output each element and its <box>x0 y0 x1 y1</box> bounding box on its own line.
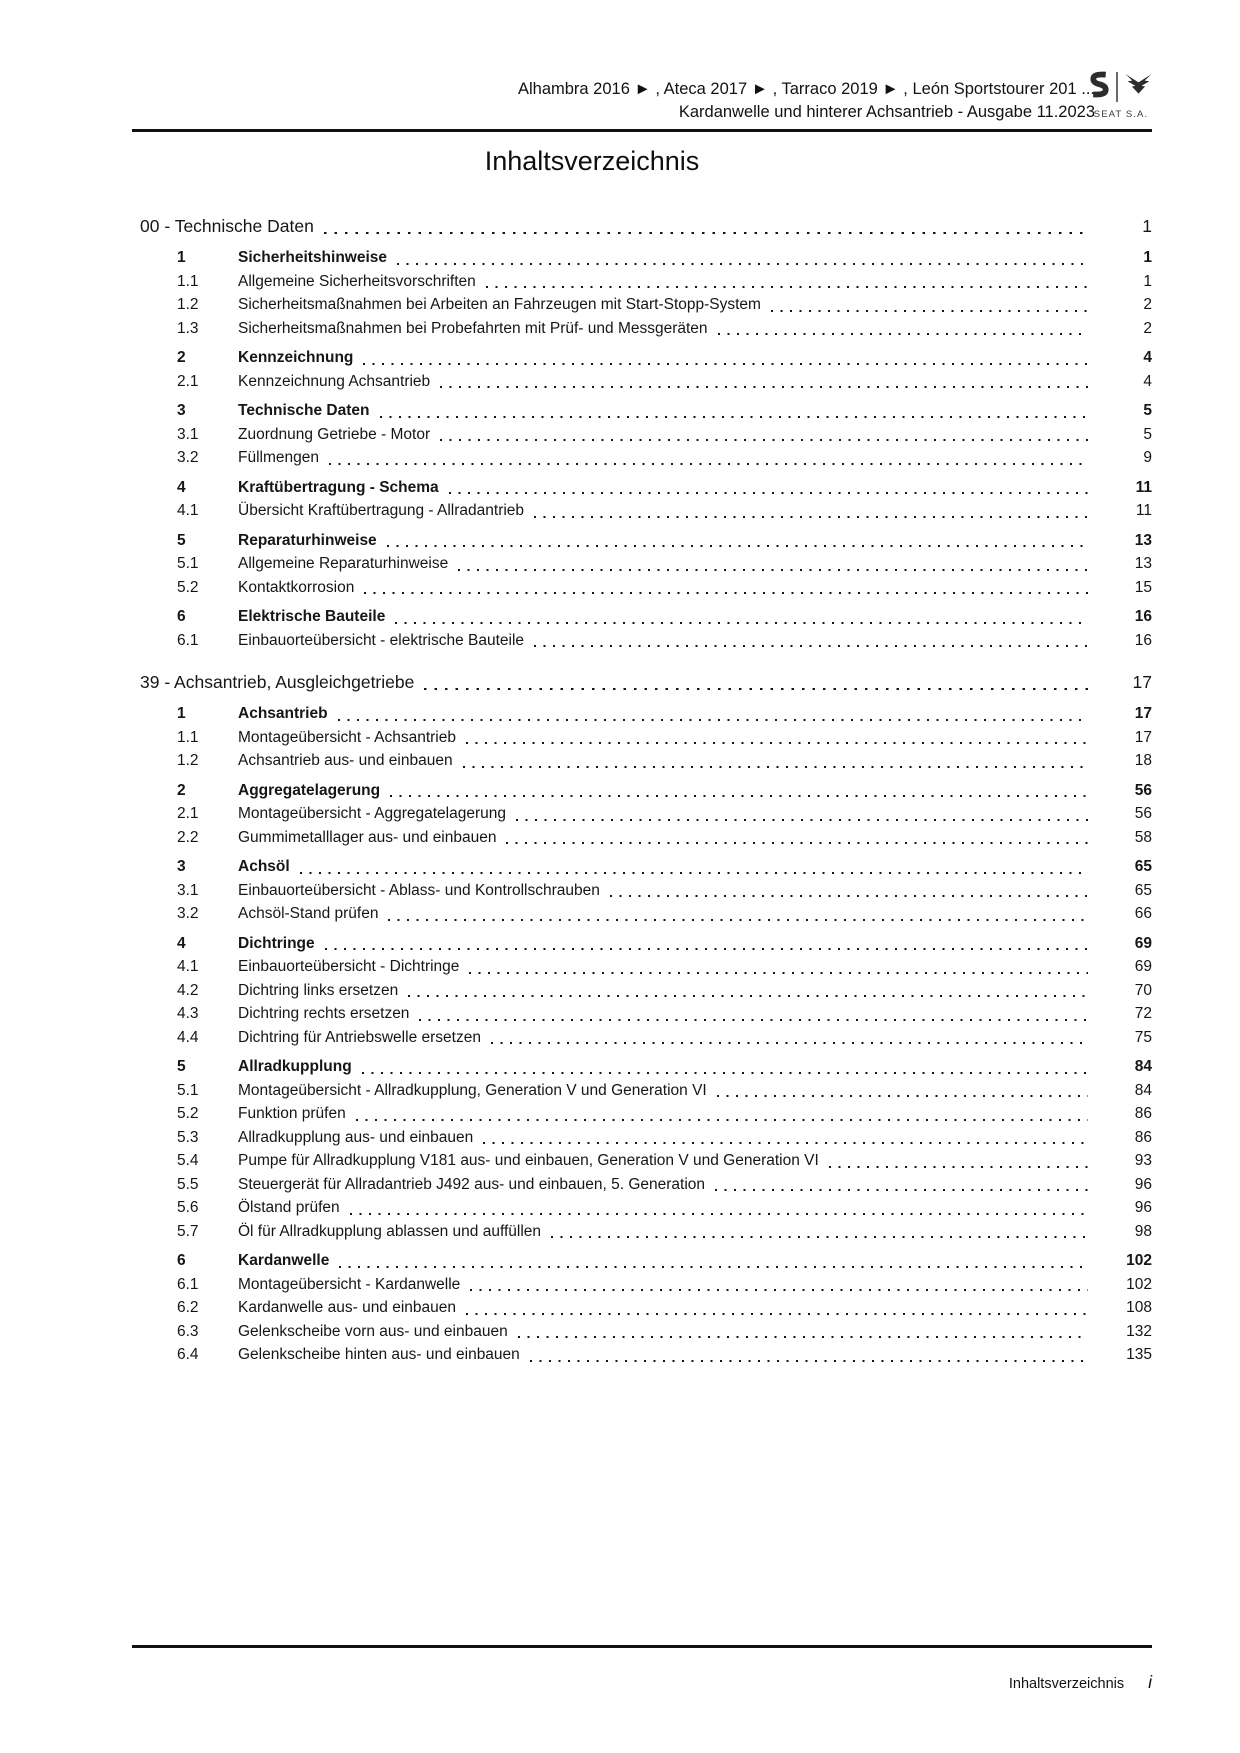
toc-section-title: Einbauorteübersicht - Ablass- und Kontrollschrauben <box>238 881 600 899</box>
toc-section-number: 6.4 <box>177 1346 199 1363</box>
toc-section-page: 13 <box>1134 531 1152 549</box>
toc-section-page: 84 <box>1134 1081 1152 1099</box>
toc-section-title: Dichtring links ersetzen <box>238 981 399 999</box>
toc-section-row[interactable] <box>177 1079 1152 1103</box>
toc-section-number: 6.1 <box>177 631 199 649</box>
toc-section-number: 1.2 <box>177 296 199 313</box>
toc-section-row[interactable] <box>177 855 1152 879</box>
toc-section-row[interactable] <box>177 629 1152 653</box>
dot-leader <box>350 1213 1088 1215</box>
toc-section-row[interactable] <box>177 529 1152 553</box>
toc-section-title: Dichtring rechts ersetzen <box>238 1005 410 1022</box>
toc-section-title: Achsöl-Stand prüfen <box>238 905 379 922</box>
header-subtitle-line: Kardanwelle und hinterer Achsantrieb - Ausgabe 11.2023 <box>678 103 1095 121</box>
toc-section-row[interactable] <box>177 270 1152 294</box>
toc-section-page: 66 <box>1134 905 1152 922</box>
toc-section-row[interactable] <box>177 802 1152 826</box>
toc-section-page: 1 <box>1143 272 1152 290</box>
toc-section-page: 17 <box>1134 705 1152 722</box>
toc-section-row[interactable] <box>177 476 1152 500</box>
dot-leader <box>325 948 1088 950</box>
toc-section-number: 3.2 <box>177 905 199 922</box>
dot-leader <box>408 995 1088 997</box>
logo-caption: SEAT S.A. <box>1093 109 1149 120</box>
toc-section-page: 65 <box>1134 858 1152 875</box>
toc-section-row[interactable] <box>177 749 1152 773</box>
dot-leader <box>440 386 1088 388</box>
toc-section-page: 70 <box>1134 981 1152 999</box>
toc-section-title: Dichtring für Antriebswelle ersetzen <box>238 1028 481 1046</box>
toc-section-row[interactable] <box>177 1249 1152 1273</box>
toc-section-number: 4.2 <box>177 981 199 999</box>
toc-section-number: 5.1 <box>177 1081 199 1099</box>
toc-section-page: 132 <box>1126 1322 1152 1340</box>
toc-section-page: 5 <box>1143 402 1152 419</box>
toc-section-number: 5.7 <box>177 1222 199 1240</box>
toc-section-title: Dichtringe <box>238 934 315 952</box>
toc-section-row[interactable] <box>177 902 1152 926</box>
toc-section-number: 5 <box>177 1058 186 1075</box>
dot-leader <box>395 622 1088 624</box>
dot-leader <box>516 819 1088 821</box>
toc-section-page: 1 <box>1143 249 1152 266</box>
toc-section-page: 2 <box>1143 296 1152 313</box>
toc-section-title: Elektrische Bauteile <box>238 608 386 625</box>
toc-section-number: 3.1 <box>177 881 199 899</box>
toc-chapter-row[interactable] <box>132 213 1152 240</box>
dot-leader <box>534 645 1088 647</box>
toc-section-number: 1.1 <box>177 272 199 290</box>
dot-leader <box>380 416 1088 418</box>
toc-section-row[interactable] <box>177 346 1152 370</box>
toc-section-page: 16 <box>1134 608 1152 625</box>
toc-section-row[interactable] <box>177 1026 1152 1050</box>
toc-section-page: 93 <box>1134 1152 1152 1169</box>
toc-section-page: 11 <box>1135 502 1152 519</box>
toc-section-title: Gummimetalllager aus- und einbauen <box>238 828 497 846</box>
toc-section-title: Sicherheitsmaßnahmen bei Arbeiten an Fahrzeugen mit Start-Stopp-System <box>238 296 761 313</box>
dot-leader <box>530 1360 1088 1362</box>
toc-section-number: 4 <box>177 934 186 952</box>
toc-section-title: Öl für Allradkupplung ablassen und auffüllen <box>238 1222 542 1240</box>
toc-section-number: 2 <box>177 349 186 366</box>
toc-section-title: Kraftübertragung - Schema <box>238 478 439 496</box>
page-title: Inhaltsverzeichnis <box>484 146 700 176</box>
toc-section-number: 2 <box>177 781 186 799</box>
toc-section-page: 18 <box>1134 752 1152 769</box>
toc-section-page: 69 <box>1134 934 1152 952</box>
dot-leader <box>715 1189 1088 1191</box>
toc-section-title: Allgemeine Sicherheitsvorschriften <box>238 272 476 290</box>
toc-section-row[interactable] <box>177 552 1152 576</box>
toc-section-row[interactable] <box>177 317 1152 341</box>
dot-leader <box>491 1042 1088 1044</box>
toc-section-title: Sicherheitsmaßnahmen bei Probefahrten mit Prüf- und Messgeräten <box>238 319 708 337</box>
toc-section-row[interactable] <box>177 726 1152 750</box>
dot-leader <box>390 795 1088 797</box>
toc-section-page: 9 <box>1143 449 1152 466</box>
toc-section-title: Allradkupplung <box>238 1058 352 1075</box>
dot-leader <box>463 766 1088 768</box>
toc-section-page: 72 <box>1134 1005 1152 1022</box>
dot-leader <box>419 1019 1088 1021</box>
toc-section-page: 4 <box>1143 372 1152 390</box>
toc-section-row[interactable] <box>177 423 1152 447</box>
toc-chapter-page: 17 <box>1132 672 1152 692</box>
toc-chapter-label: 00 - Technische Daten <box>140 216 314 236</box>
toc-section-row[interactable] <box>177 702 1152 726</box>
toc-section-title: Montageübersicht - Aggregatelagerung <box>238 805 506 822</box>
toc-section-page: 102 <box>1126 1275 1152 1293</box>
toc-section-row[interactable] <box>177 879 1152 903</box>
toc-chapter-sections <box>177 246 1152 652</box>
dot-leader <box>362 1072 1088 1074</box>
toc-section-title: Einbauorteübersicht - Dichtringe <box>238 958 460 975</box>
toc-section-number: 3 <box>177 402 186 419</box>
toc-chapter-sections <box>177 702 1152 1367</box>
toc-section-title: Ölstand prüfen <box>238 1199 340 1216</box>
toc-section-number: 2.1 <box>177 372 199 390</box>
toc-section-row[interactable] <box>177 1149 1152 1173</box>
dot-leader <box>610 895 1088 897</box>
dot-leader <box>771 310 1088 312</box>
toc-section-row[interactable] <box>177 499 1152 523</box>
toc-section-number: 1.2 <box>177 752 199 769</box>
dot-leader <box>356 1119 1088 1121</box>
page-footer <box>132 1672 1152 1693</box>
toc-section-number: 4 <box>177 478 186 496</box>
toc-section-row[interactable] <box>177 1220 1152 1244</box>
toc-section-row[interactable] <box>177 1296 1152 1320</box>
toc-section-page: 4 <box>1143 349 1152 366</box>
seat-sa-logo <box>1082 70 1160 120</box>
toc-section-number: 5.1 <box>177 555 199 572</box>
dot-leader <box>486 286 1088 288</box>
toc-section-page: 75 <box>1134 1028 1152 1046</box>
toc-section-number: 6.3 <box>177 1322 199 1340</box>
toc-section-title: Steuergerät für Allradantrieb J492 aus- und einbauen, 5. Generation <box>238 1175 706 1193</box>
toc-section-number: 5 <box>177 531 186 549</box>
toc-section-page: 58 <box>1134 828 1152 846</box>
dot-leader <box>718 333 1088 335</box>
toc-section-number: 3.1 <box>177 425 199 443</box>
toc-section-row[interactable] <box>177 979 1152 1003</box>
toc-section-title: Kennzeichnung Achsantrieb <box>238 372 431 390</box>
toc-section-number: 1.3 <box>177 319 199 337</box>
toc-section-title: Kardanwelle <box>238 1252 330 1269</box>
toc-section-title: Sicherheitshinweise <box>238 249 388 266</box>
toc-section-row[interactable] <box>177 605 1152 629</box>
toc-section-page: 16 <box>1134 631 1152 649</box>
toc-section-title: Füllmengen <box>238 449 319 466</box>
page-header <box>132 78 1095 124</box>
dot-leader <box>388 919 1088 921</box>
toc-section-title: Kennzeichnung <box>238 349 354 366</box>
toc-section-number: 2.2 <box>177 828 199 846</box>
toc-section-number: 1 <box>177 705 186 722</box>
toc-section-number: 6 <box>177 608 186 625</box>
toc-section-number: 6 <box>177 1252 186 1269</box>
toc-section-row[interactable] <box>177 293 1152 317</box>
toc-section-title: Gelenkscheibe hinten aus- und einbauen <box>238 1346 520 1363</box>
toc-section-page: 86 <box>1134 1105 1152 1122</box>
toc-section-number: 4.4 <box>177 1028 199 1046</box>
toc-section-title: Achsantrieb aus- und einbauen <box>238 752 453 769</box>
toc-section-page: 2 <box>1143 319 1152 337</box>
toc-section-row[interactable] <box>177 1320 1152 1344</box>
header-models-line: Alhambra 2016 ► , Ateca 2017 ► , Tarraco 2019 ► , León Sportstourer 201 ... <box>517 80 1095 98</box>
toc-section-page: 96 <box>1134 1175 1152 1193</box>
toc-chapter <box>132 213 1152 652</box>
dot-leader <box>424 688 1088 691</box>
toc-section-page: 69 <box>1134 958 1152 975</box>
toc-section-page: 56 <box>1134 805 1152 822</box>
toc-section-page: 135 <box>1126 1346 1152 1363</box>
dot-leader <box>329 463 1088 465</box>
dot-leader <box>829 1166 1088 1168</box>
toc-section-number: 2.1 <box>177 805 199 822</box>
toc-section-number: 4.1 <box>177 502 199 519</box>
toc-section-number: 5.6 <box>177 1199 199 1216</box>
toc-section-number: 6.1 <box>177 1275 199 1293</box>
toc-section-row[interactable] <box>177 446 1152 470</box>
toc-section-title: Pumpe für Allradkupplung V181 aus- und einbauen, Generation V und Generation VI <box>238 1152 819 1169</box>
toc-section-page: 17 <box>1134 728 1152 746</box>
toc-section-page: 96 <box>1134 1199 1152 1216</box>
dot-leader <box>483 1142 1088 1144</box>
toc-section-row[interactable] <box>177 1273 1152 1297</box>
table-of-contents <box>132 213 1152 1367</box>
toc-section-title: Technische Daten <box>238 402 370 419</box>
toc-section-page: 13 <box>1134 555 1152 572</box>
toc-section-title: Aggregatelagerung <box>238 781 381 799</box>
toc-section-row[interactable] <box>177 826 1152 850</box>
dot-leader <box>717 1095 1088 1097</box>
footer-label: Inhaltsverzeichnis <box>1008 1676 1125 1692</box>
dot-leader <box>440 439 1088 441</box>
toc-section-title: Gelenkscheibe vorn aus- und einbauen <box>238 1322 508 1340</box>
header-rule <box>132 129 1152 132</box>
toc-section-page: 102 <box>1126 1252 1152 1269</box>
toc-section-page: 11 <box>1135 478 1152 496</box>
toc-section-number: 3 <box>177 858 186 875</box>
toc-section-number: 5.5 <box>177 1175 199 1193</box>
cupra-icon <box>1123 73 1154 101</box>
toc-section-title: Einbauorteübersicht - elektrische Bauteile <box>238 631 525 649</box>
toc-section-page: 108 <box>1126 1299 1152 1316</box>
toc-section-title: Reparaturhinweise <box>238 531 377 549</box>
dot-leader <box>324 232 1088 235</box>
toc-section-number: 3.2 <box>177 449 199 466</box>
dot-leader <box>387 545 1088 547</box>
toc-chapter-label: 39 - Achsantrieb, Ausgleichgetriebe <box>140 672 415 692</box>
toc-section-row[interactable] <box>177 779 1152 803</box>
dot-leader <box>466 1313 1088 1315</box>
toc-section-number: 4.1 <box>177 958 199 975</box>
toc-section-title: Achsantrieb <box>238 705 328 722</box>
toc-section-number: 5.4 <box>177 1152 199 1169</box>
logo-marks <box>1082 70 1160 104</box>
toc-section-title: Montageübersicht - Allradkupplung, Generation V und Generation VI <box>238 1081 707 1099</box>
dot-leader <box>469 972 1088 974</box>
toc-section-number: 5.3 <box>177 1128 199 1146</box>
toc-section-page: 84 <box>1134 1058 1152 1075</box>
toc-section-row[interactable] <box>177 1343 1152 1367</box>
toc-section-title: Allradkupplung aus- und einbauen <box>238 1128 474 1146</box>
dot-leader <box>470 1289 1088 1291</box>
dot-leader <box>300 872 1088 874</box>
dot-leader <box>458 569 1088 571</box>
toc-section-title: Funktion prüfen <box>238 1105 346 1122</box>
toc-section-number: 6.2 <box>177 1299 199 1316</box>
toc-section-title: Montageübersicht - Achsantrieb <box>238 728 456 746</box>
toc-section-title: Kardanwelle aus- und einbauen <box>238 1299 457 1316</box>
toc-section-page: 15 <box>1134 578 1152 596</box>
dot-leader <box>449 492 1088 494</box>
toc-section-page: 5 <box>1143 425 1152 443</box>
toc-section-row[interactable] <box>177 1196 1152 1220</box>
toc-section-row[interactable] <box>177 955 1152 979</box>
dot-leader <box>338 719 1088 721</box>
toc-section-number: 4.3 <box>177 1005 199 1022</box>
toc-section-page: 98 <box>1134 1222 1152 1240</box>
toc-section-number: 5.2 <box>177 578 199 596</box>
toc-section-row[interactable] <box>177 399 1152 423</box>
dot-leader <box>551 1236 1088 1238</box>
toc-section-page: 65 <box>1134 881 1152 899</box>
toc-section-number: 1.1 <box>177 728 199 746</box>
toc-section-row[interactable] <box>177 1002 1152 1026</box>
dot-leader <box>339 1266 1088 1268</box>
toc-section-title: Übersicht Kraftübertragung - Allradantrieb <box>238 502 525 519</box>
dot-leader <box>364 592 1088 594</box>
toc-section-number: 1 <box>177 249 186 266</box>
footer-page-number: i <box>1148 1672 1152 1692</box>
toc-section-title: Kontaktkorrosion <box>238 578 355 596</box>
toc-section-title: Zuordnung Getriebe - Motor <box>238 425 431 443</box>
seat-s-icon <box>1088 71 1111 103</box>
toc-section-row[interactable] <box>177 576 1152 600</box>
toc-section-row[interactable] <box>177 932 1152 956</box>
toc-section-title: Allgemeine Reparaturhinweise <box>238 555 449 572</box>
toc-section-row[interactable] <box>177 246 1152 270</box>
dot-leader <box>518 1336 1088 1338</box>
footer-rule <box>132 1645 1152 1648</box>
toc-section-title: Achsöl <box>238 858 290 875</box>
toc-section-row[interactable] <box>177 1055 1152 1079</box>
toc-section-page: 56 <box>1134 781 1152 799</box>
toc-section-row[interactable] <box>177 370 1152 394</box>
dot-leader <box>506 842 1088 844</box>
toc-section-page: 86 <box>1134 1128 1152 1146</box>
toc-section-row[interactable] <box>177 1126 1152 1150</box>
dot-leader <box>397 263 1088 265</box>
toc-chapter-row[interactable] <box>132 669 1152 696</box>
toc-chapter-page: 1 <box>1142 216 1152 236</box>
toc-chapter <box>132 669 1152 1367</box>
dot-leader <box>466 742 1088 744</box>
toc-section-title: Montageübersicht - Kardanwelle <box>238 1275 461 1293</box>
toc-section-row[interactable] <box>177 1173 1152 1197</box>
toc-section-row[interactable] <box>177 1102 1152 1126</box>
dot-leader <box>363 363 1088 365</box>
toc-section-number: 5.2 <box>177 1105 199 1122</box>
logo-divider <box>1116 72 1118 102</box>
dot-leader <box>534 516 1088 518</box>
